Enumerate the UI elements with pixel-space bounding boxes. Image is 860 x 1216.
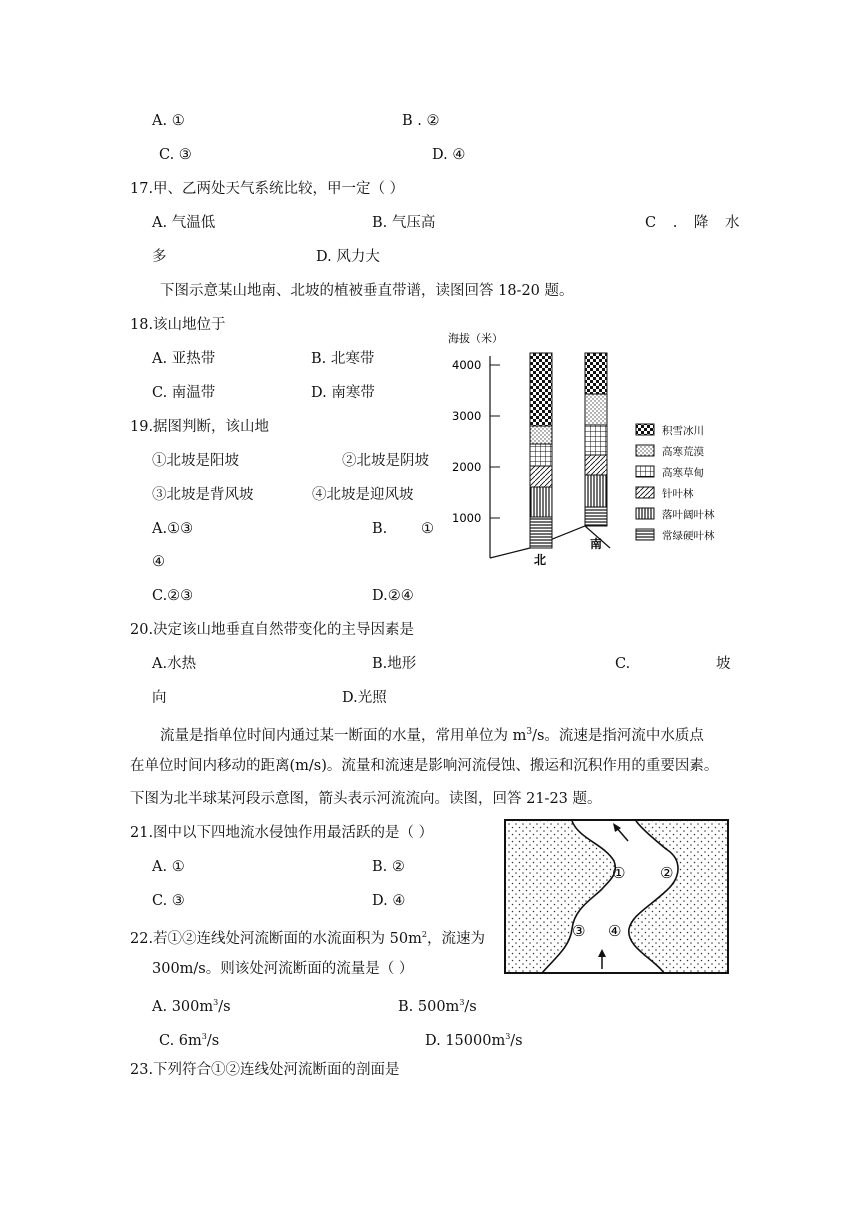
legend-item-5: 落叶阔叶林 bbox=[662, 509, 715, 521]
q17-option-c: C . 降 水 bbox=[645, 215, 746, 231]
q22-option-b-text: B. 500m bbox=[398, 998, 460, 1015]
q16-option-d: D. ④ bbox=[432, 147, 466, 163]
q20-stem: 20.决定该山地垂直自然带变化的主导因素是 bbox=[130, 622, 415, 638]
q19-option-a: A.①③ bbox=[152, 521, 194, 537]
q22-option-b-sup: 3 bbox=[459, 998, 465, 1007]
vegetation-zone-chart bbox=[440, 326, 740, 570]
q22-option-a bbox=[152, 994, 231, 1016]
river-map bbox=[504, 819, 729, 974]
q22-option-a-sup: 3 bbox=[213, 998, 219, 1007]
q20-option-c-part: 坡 bbox=[716, 656, 731, 672]
q17-option-c-cont: 多 bbox=[152, 249, 167, 265]
q19-statement-3: ③北坡是背风坡 bbox=[152, 487, 254, 503]
q22-stem-pre: 22.若①②连线处河流断面的水流面积为 50m bbox=[130, 930, 422, 947]
map-label-2: ② bbox=[660, 864, 674, 882]
q19-option-c: C.②③ bbox=[152, 588, 194, 604]
south-label: 南 bbox=[590, 537, 603, 551]
chart-y-axis-label: 海拔（米） bbox=[448, 332, 503, 345]
intro-21-23-line3: 下图为北半球某河段示意图，箭头表示河流流向。读图，回答 21-23 题。 bbox=[130, 791, 602, 807]
north-slope-column bbox=[530, 353, 552, 548]
q20-option-c-cont: 向 bbox=[152, 690, 167, 706]
q22-option-d-sup: 3 bbox=[505, 1032, 511, 1041]
q16-option-b: B . ② bbox=[402, 113, 440, 129]
q22-option-c bbox=[159, 1028, 219, 1050]
q18-option-a: A. 亚热带 bbox=[152, 351, 216, 367]
tick-1000: 1000 bbox=[452, 511, 482, 525]
legend-item-4: 针叶林 bbox=[662, 488, 694, 500]
q22-option-b bbox=[398, 994, 477, 1016]
intro-line1-post: /s。流速是指河流中水质点 bbox=[532, 727, 704, 744]
q22-option-d bbox=[425, 1028, 523, 1050]
tick-3000: 3000 bbox=[452, 409, 482, 423]
q19-option-b-part: ① bbox=[421, 521, 434, 537]
map-label-4: ④ bbox=[608, 922, 622, 940]
q22-option-a-text: A. 300m bbox=[152, 998, 214, 1015]
q22-option-c-text: C. 6m bbox=[159, 1032, 202, 1049]
q21-option-b: B. ② bbox=[372, 859, 405, 875]
q21-option-a: A. ① bbox=[152, 859, 185, 875]
legend-item-2: 高寒荒漠 bbox=[662, 446, 704, 458]
q22-stem-post: ，流速为 bbox=[426, 930, 485, 947]
q22-option-c-sup: 3 bbox=[201, 1032, 207, 1041]
q23-stem: 23.下列符合①②连线处河流断面的剖面是 bbox=[130, 1062, 400, 1078]
q22-option-c-unit: /s bbox=[206, 1032, 220, 1049]
q21-stem: 21.图中以下四地流水侵蚀作用最活跃的是（ ） bbox=[130, 825, 434, 841]
intro-18-20: 下图示意某山地南、北坡的植被垂直带谱，读图回答 18-20 题。 bbox=[160, 283, 574, 299]
q16-option-a: A. ① bbox=[152, 113, 185, 129]
q17-option-a: A. 气温低 bbox=[152, 215, 216, 231]
q22-stem-line2: 300m/s。则该处河流断面的流量是（ ） bbox=[152, 961, 414, 977]
q19-option-b: B. bbox=[372, 521, 388, 537]
tick-4000: 4000 bbox=[452, 358, 482, 372]
q19-statement-2: ②北坡是阴坡 bbox=[342, 453, 429, 469]
q19-stem: 19.据图判断，该山地 bbox=[130, 419, 270, 435]
tick-2000: 2000 bbox=[452, 460, 482, 474]
map-label-1: ① bbox=[612, 864, 626, 882]
q19-option-d: D.②④ bbox=[372, 588, 414, 604]
q16-option-c: C. ③ bbox=[159, 147, 192, 163]
q21-option-c: C. ③ bbox=[152, 893, 185, 909]
q18-option-d: D. 南寒带 bbox=[311, 385, 375, 401]
q22-option-b-unit: /s bbox=[464, 998, 477, 1015]
q18-stem: 18.该山地位于 bbox=[130, 317, 226, 333]
q20-option-c: C. bbox=[615, 656, 631, 672]
north-label: 北 bbox=[534, 553, 547, 567]
q19-statement-4: ④北坡是迎风坡 bbox=[312, 487, 414, 503]
q17-option-d: D. 风力大 bbox=[316, 249, 380, 265]
q22-option-a-unit: /s bbox=[218, 998, 231, 1015]
q17-option-b: B. 气压高 bbox=[372, 215, 436, 231]
q20-option-a: A.水热 bbox=[152, 656, 197, 672]
intro-line1-pre: 流量是指单位时间内通过某一断面的水量，常用单位为 m bbox=[160, 727, 527, 744]
chart-legend bbox=[636, 424, 715, 542]
q18-option-b: B. 北寒带 bbox=[311, 351, 375, 367]
legend-item-1: 积雪冰川 bbox=[662, 425, 704, 437]
q19-statement-1: ①北坡是阳坡 bbox=[152, 453, 239, 469]
q19-option-b-cont: ④ bbox=[152, 554, 165, 570]
q22-option-d-text: D. 15000m bbox=[425, 1032, 506, 1049]
q20-option-d: D.光照 bbox=[342, 690, 387, 706]
chart-y-ticks bbox=[452, 358, 500, 525]
legend-item-6: 常绿硬叶林 bbox=[662, 530, 715, 542]
q20-option-b: B.地形 bbox=[372, 656, 417, 672]
south-slope-column bbox=[585, 353, 607, 526]
q22-option-d-unit: /s bbox=[510, 1032, 523, 1049]
intro-line1-sup: 3 bbox=[526, 727, 533, 737]
q21-option-d: D. ④ bbox=[372, 893, 406, 909]
q22-stem-sup: 2 bbox=[421, 930, 427, 939]
q22-stem-line1 bbox=[130, 926, 485, 948]
intro-21-23-line2: 在单位时间内移动的距离(m/s)。流量和流速是影响河流侵蚀、搬运和沉积作用的重要因素。 bbox=[130, 758, 719, 774]
intro-21-23-line1 bbox=[160, 723, 704, 745]
legend-item-3: 高寒草甸 bbox=[662, 467, 704, 479]
q18-option-c: C. 南温带 bbox=[152, 385, 216, 401]
map-label-3: ③ bbox=[572, 922, 586, 940]
q17-stem: 17.甲、乙两处天气系统比较，甲一定（ ） bbox=[130, 181, 405, 197]
